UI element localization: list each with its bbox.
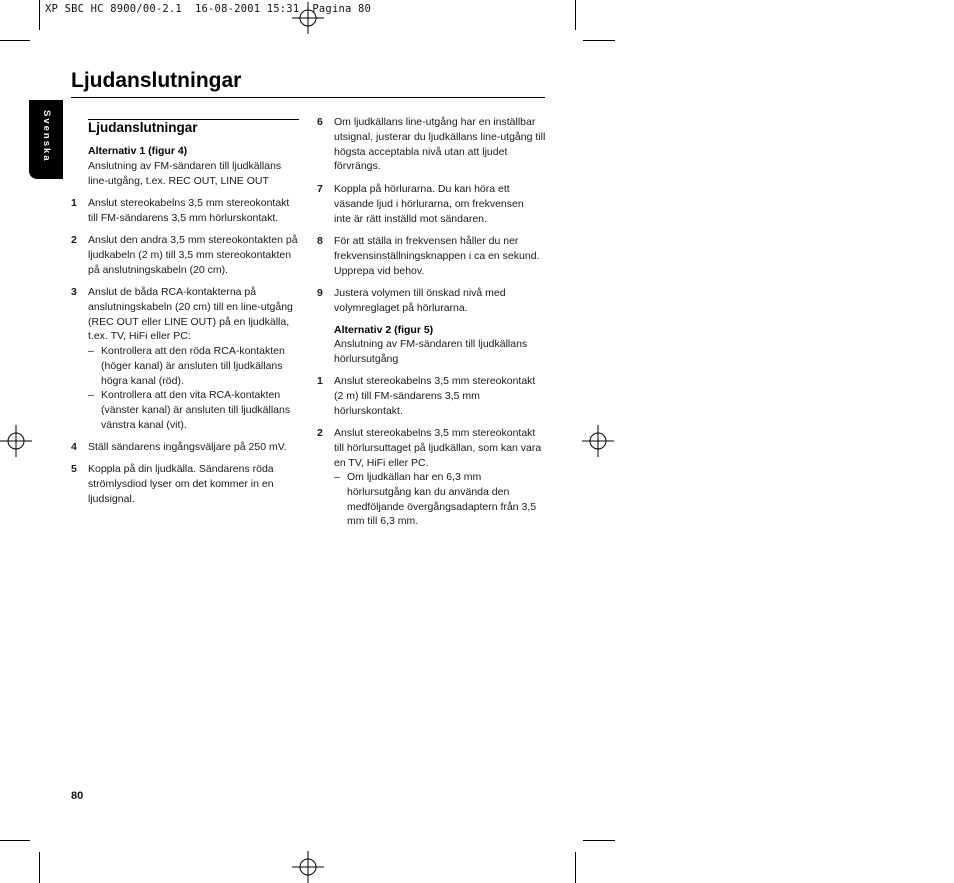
step-number: 4	[71, 441, 77, 453]
page-number: 80	[71, 790, 84, 802]
registration-mark-left-icon	[0, 425, 32, 457]
step-text: Koppla på din ljudkälla. Sändarens röda strömlysdiod lyser om det kommer in en ljudsignal.	[88, 463, 274, 505]
step-text: Anslut stereokabelns 3,5 mm stereokontakt till FM-sändarens 3,5 mm hörlurskontakt.	[88, 197, 290, 224]
step-number: 2	[317, 427, 323, 439]
step-text: Ställ sändarens ingångsväljare på 250 mV.	[88, 441, 287, 453]
alternative-2-intro: Anslutning av FM-sändaren till ljudkällans hörlursutgång	[334, 338, 528, 365]
sub-item-dash: –	[334, 471, 340, 483]
registration-mark-bottom-icon	[292, 851, 324, 883]
sub-item-dash: –	[88, 389, 94, 401]
alternative-1-title: Alternativ 1 (figur 4)	[88, 145, 188, 157]
step-text: Anslut stereokabelns 3,5 mm stereokontakt (2 m) till FM-sändarens 3,5 mm hörlurskontakt.	[334, 375, 536, 417]
registration-mark-right-icon	[582, 425, 614, 457]
crop-mark	[0, 840, 30, 841]
language-tab-label: Svenska	[41, 110, 52, 163]
step-number: 1	[71, 197, 77, 209]
sub-item-text: Om ljudkällan har en 6,3 mm hörlursutgång kan du använda den medföljande övergångsadaptern från 3,5 mm till 6,3 mm.	[347, 471, 537, 528]
step-text: Anslut den andra 3,5 mm stereokontakten på ljudkabeln (2 m) till 3,5 mm stereokontakten på anslutningskabeln (20 cm).	[88, 234, 298, 276]
step-text: Justera volymen till önskad nivå med volymreglaget på hörlurarna.	[334, 287, 506, 314]
step-number: 9	[317, 287, 323, 299]
sub-item-text: Kontrollera att den röda RCA-kontakten (höger kanal) är ansluten till ljudkällans högra kanal (röd).	[101, 345, 285, 387]
step-text: Koppla på hörlurarna. Du kan höra ett väsande ljud i hörlurarna, om frekvensen inte är rätt inställd mot sändaren.	[334, 183, 524, 225]
crop-mark	[39, 0, 40, 30]
step-text: Anslut de båda RCA-kontakterna på anslutningskabeln (20 cm) till en line-utgång (REC OUT eller LINE OUT) på en ljudkälla, t.ex. TV, HiFi eller PC:	[88, 286, 293, 343]
sub-item-text: Kontrollera att den vita RCA-kontakten (vänster kanal) är ansluten till ljudkällans vänstra kanal (vit).	[101, 389, 291, 431]
step-number: 2	[71, 234, 77, 246]
crop-mark	[583, 840, 615, 841]
step-number: 6	[317, 116, 323, 128]
language-tab	[29, 100, 63, 179]
step-text: Anslut stereokabelns 3,5 mm stereokontakt till hörlursuttaget på ljudkällan, som kan vara en TV, HiFi eller PC.	[334, 427, 542, 469]
registration-mark-top-icon	[292, 2, 324, 34]
print-slug: XP SBC HC 8900/00-2.1 16-08-2001 15:31 Pagina 80	[45, 3, 372, 15]
step-number: 8	[317, 235, 323, 247]
step-number: 5	[71, 463, 77, 475]
crop-mark	[575, 852, 576, 883]
section-title: Ljudanslutningar	[88, 120, 198, 135]
step-text: Om ljudkällans line-utgång har en inställbar utsignal, justerar du ljudkällans line-utgång till högsta acceptabla nivå utan att ljudet förvrängs.	[334, 116, 546, 173]
step-number: 7	[317, 183, 323, 195]
alternative-2-title: Alternativ 2 (figur 5)	[334, 324, 434, 336]
step-number: 1	[317, 375, 323, 387]
crop-mark	[0, 40, 30, 41]
alternative-1-intro: Anslutning av FM-sändaren till ljudkällans line-utgång, t.ex. REC OUT, LINE OUT	[88, 160, 282, 187]
sub-item-dash: –	[88, 345, 94, 357]
left-column	[71, 120, 311, 520]
right-column	[317, 115, 557, 535]
step-number: 3	[71, 286, 77, 298]
crop-mark	[39, 852, 40, 883]
page-title: Ljudanslutningar	[71, 69, 242, 92]
title-rule	[71, 97, 545, 98]
crop-mark	[583, 40, 615, 41]
crop-mark	[575, 0, 576, 30]
step-text: För att ställa in frekvensen håller du ner frekvensinställningsknappen i ca en sekund. Upprepa vid behov.	[334, 235, 540, 277]
